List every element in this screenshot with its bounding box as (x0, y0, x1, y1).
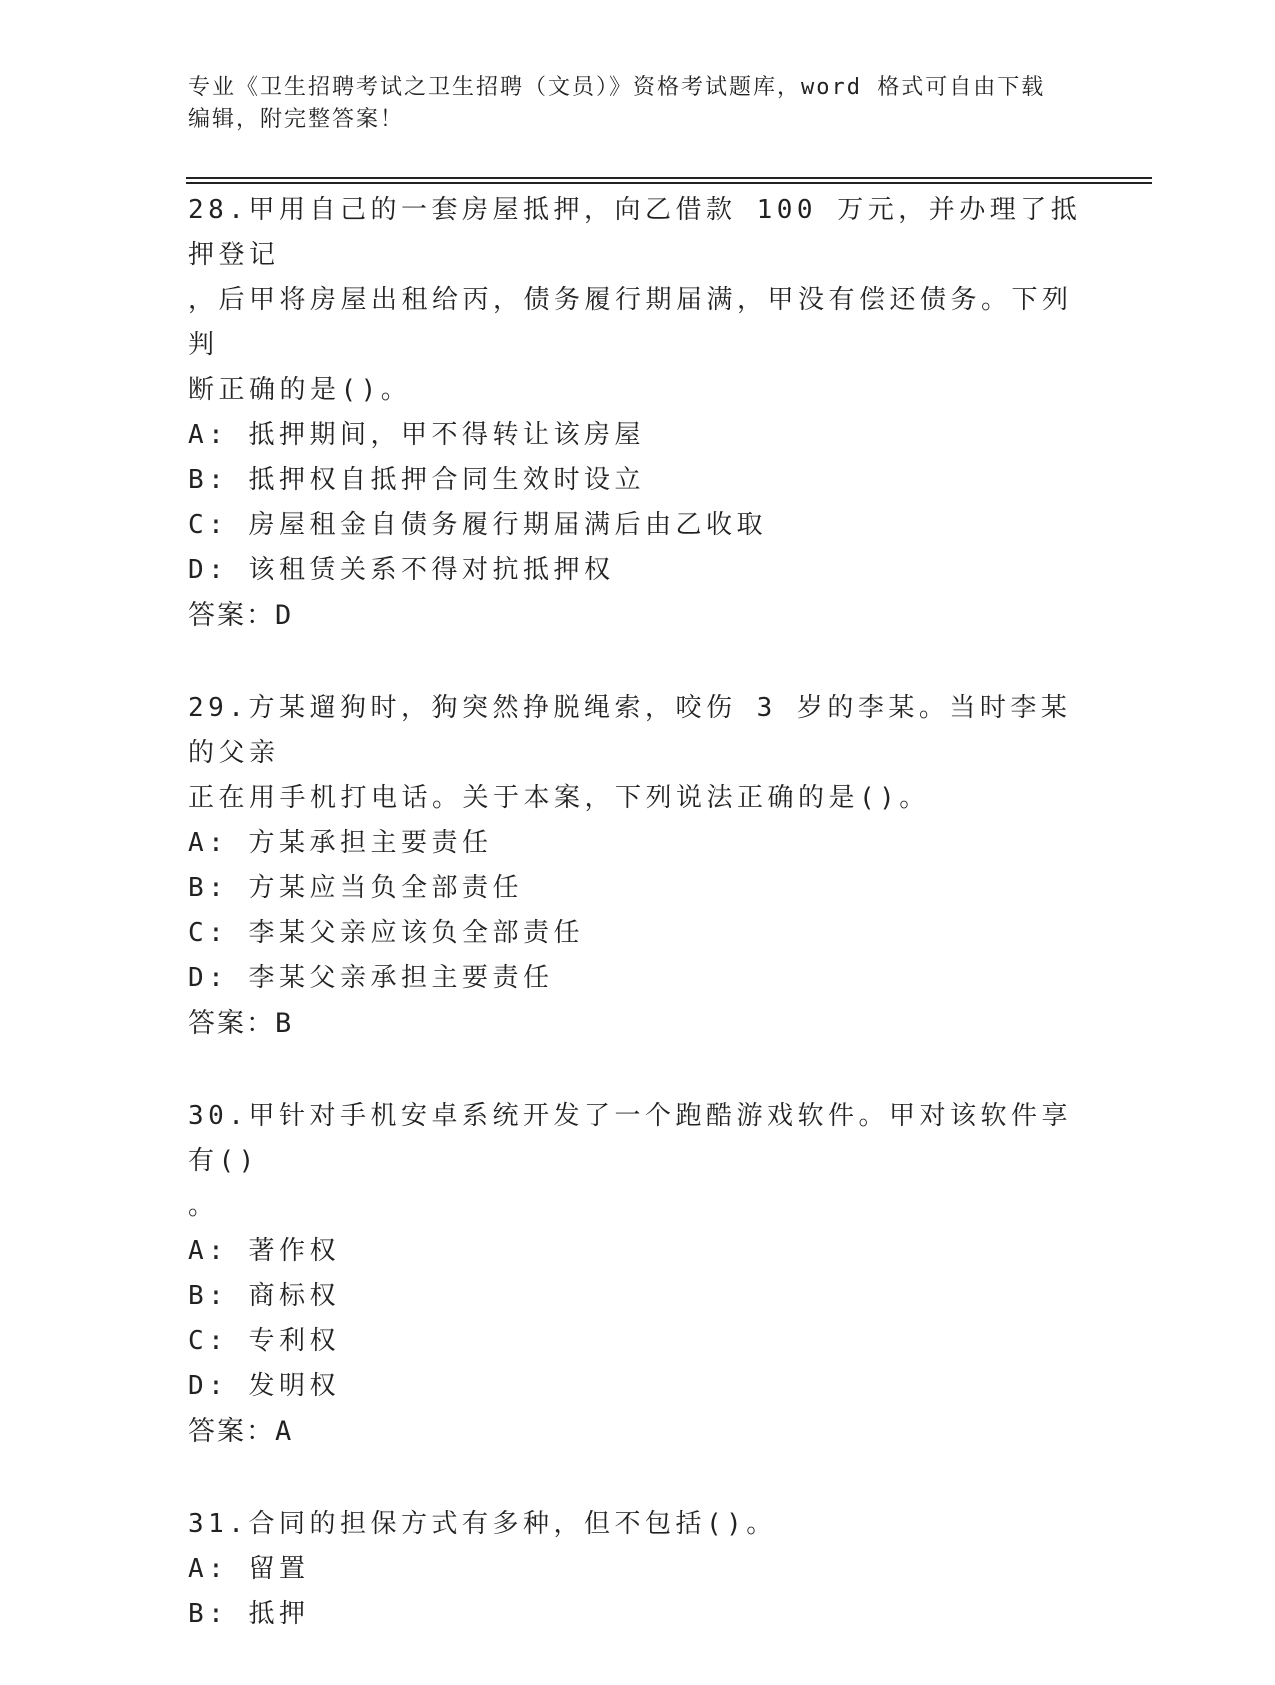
question-stem-line: 30.甲针对手机安卓系统开发了一个跑酷游戏软件。甲对该软件享有() (188, 1101, 1072, 1176)
header-line-1: 专业《卫生招聘考试之卫生招聘（文员）》资格考试题库，word 格式可自由下载 (188, 75, 1046, 100)
answer-line (188, 593, 1088, 638)
option-c: C: 专利权 (188, 1326, 340, 1356)
question-stem-line: 29.方某遛狗时，狗突然挣脱绳索，咬伤 3 岁的李某。当时李某的父亲 (188, 693, 1072, 768)
question-28 (188, 188, 1088, 638)
question-list (188, 188, 1088, 1685)
question-stem-line: 28.甲用自己的一套房屋抵押，向乙借款 100 万元，并办理了抵押登记 (188, 195, 1082, 270)
option-c: C: 房屋租金自债务履行期届满后由乙收取 (188, 510, 767, 540)
option-c: C: 李某父亲应该负全部责任 (188, 918, 584, 948)
option-b: B: 方某应当负全部责任 (188, 873, 523, 903)
answer-value: D (275, 600, 294, 631)
question-stem-line: 断正确的是()。 (188, 375, 412, 405)
question-stem-line: 31.合同的担保方式有多种，但不包括()。 (188, 1509, 777, 1539)
header-divider-top (186, 177, 1152, 179)
option-d: D: 该租赁关系不得对抗抵押权 (188, 555, 615, 585)
option-a: A: 留置 (188, 1554, 310, 1584)
option-d: D: 发明权 (188, 1371, 340, 1401)
option-d: D: 李某父亲承担主要责任 (188, 963, 554, 993)
document-header (188, 72, 1068, 136)
answer-label: 答案： (188, 1416, 275, 1447)
answer-line (188, 1409, 1088, 1454)
option-b: B: 抵押 (188, 1599, 310, 1629)
answer-value: A (275, 1416, 294, 1447)
question-30 (188, 1094, 1088, 1454)
question-stem-line: 正在用手机打电话。关于本案，下列说法正确的是()。 (188, 783, 930, 813)
answer-label: 答案： (188, 600, 275, 631)
option-a: A: 著作权 (188, 1236, 340, 1266)
question-stem-line: ，后甲将房屋出租给丙，债务履行期届满，甲没有偿还债务。下列判 (188, 285, 1073, 360)
header-line-2: 编辑，附完整答案！ (188, 107, 405, 132)
option-b: B: 商标权 (188, 1281, 340, 1311)
answer-value: B (275, 1008, 294, 1039)
option-a: A: 方某承担主要责任 (188, 828, 493, 858)
question-29 (188, 686, 1088, 1046)
answer-label: 答案： (188, 1008, 275, 1039)
option-b: B: 抵押权自抵押合同生效时设立 (188, 465, 645, 495)
answer-line (188, 1001, 1088, 1046)
header-divider-bottom (186, 182, 1152, 184)
question-31 (188, 1502, 1088, 1637)
question-stem-line: 。 (188, 1191, 219, 1221)
option-a: A: 抵押期间，甲不得转让该房屋 (188, 420, 645, 450)
